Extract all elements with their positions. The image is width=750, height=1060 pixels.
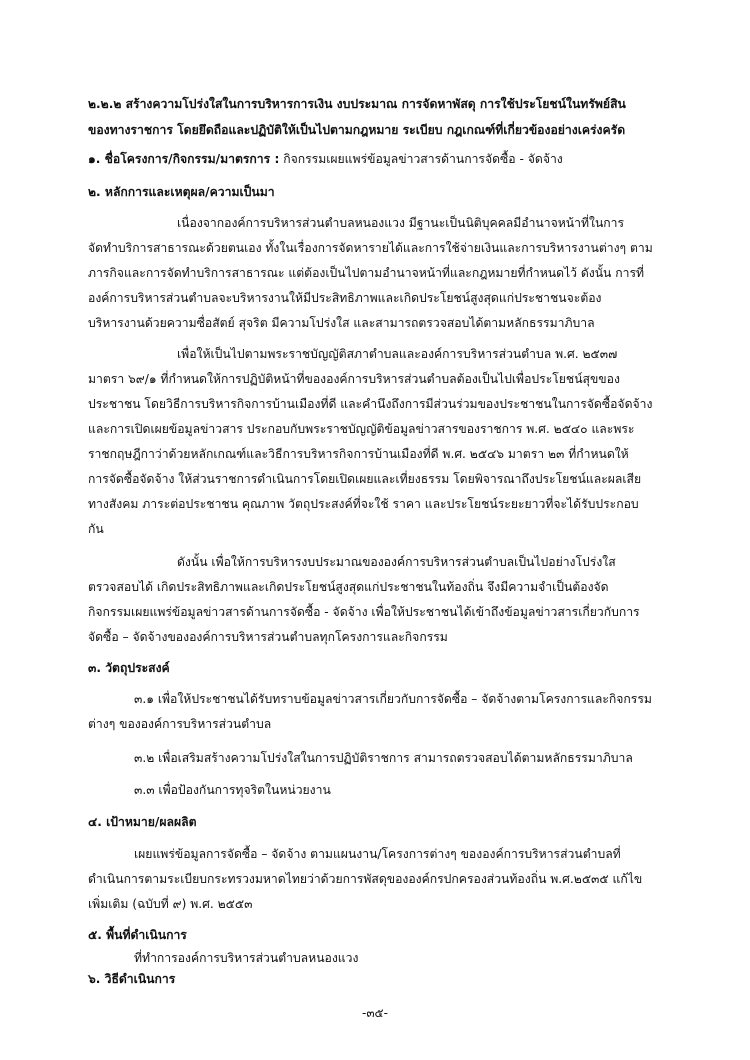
item2-p1-line-4: องค์การบริหารส่วนตำบลจะบริหารงานให้มีประสิทธิภาพและเกิดประโยชน์สูงสุดแก่ประชาชนจะต้อง [88,291,602,305]
item3-obj1-line-1: ๓.๑ เพื่อให้ประชาชนได้รับทราบข้อมูลข่าวสารเกี่ยวกับการจัดซื้อ – จัดจ้างตามโครงการและกิจกรรม [134,692,652,706]
section-heading-line-2: ของทางราชการ โดยยึดถือและปฏิบัติให้เป็นไปตามกฎหมาย ระเบียบ กฎเกณฑ์ที่เกี่ยวข้องอย่างเคร่งครัด [88,123,626,137]
item2-p2-line-1: เพื่อให้เป็นไปตามพระราชบัญญัติสภาตำบลและองค์การบริหารส่วนตำบล พ.ศ. ๒๕๓๗ [177,347,618,361]
item2-p2-line-5: ราชกฤษฎีกาว่าด้วยหลักเกณฑ์และวิธีการบริหารกิจการบ้านเมืองที่ดี พ.ศ. ๒๕๔๖ มาตรา ๒๓ ที่กำหนดให้ [88,447,629,461]
item4-line-1: เผยแพร่ข้อมูลการจัดซื้อ – จัดจ้าง ตามแผนงาน/โครงการต่างๆ ขององค์การบริหารส่วนตำบลที่ [134,847,621,861]
item1-row [88,150,668,168]
item2-p2-line-6: การจัดซื้อจัดจ้าง ให้ส่วนราชการดำเนินการโดยเปิดเผยและเที่ยงธรรม โดยพิจารณาถึงประโยชน์และผลเสีย [88,472,642,486]
item2-p3-line-1: ดังนั้น เพื่อให้การบริหารงบประมาณขององค์การบริหารส่วนตำบลเป็นไปอย่างโปร่งใส [177,555,616,569]
item2-heading: ๒. หลักการและเหตุผล/ความเป็นมา [88,185,275,199]
section-heading-line-1: ๒.๒.๒ สร้างความโปร่งใสในการบริหารการเงิน งบประมาณ การจัดหาพัสดุ การใช้ประโยชน์ในทรัพย์สิน [88,97,626,111]
item3-heading: ๓. วัตถุประสงค์ [88,661,170,675]
item5-heading: ๕. พื้นที่ดำเนินการ [88,928,187,942]
item2-p1-line-3: ภารกิจและการจัดทำบริการสาธารณะ แต่ต้องเป็นไปตามอำนาจหน้าที่และกฎหมายที่กำหนดไว้ ดังนั้น การที่ [88,266,645,280]
item2-p3-line-2: ตรวจสอบได้ เกิดประสิทธิภาพและเกิดประโยชน์สูงสุดแก่ประชาชนในท้องถิ่น จึงมีความจำเป็นต้องจัด [88,580,609,594]
item2-p2-line-3: ประชาชน โดยวิธีการบริหารกิจการบ้านเมืองที่ดี และคำนึงถึงการมีส่วนร่วมของประชาชนในการจัดซื้อจัดจ้าง [88,397,653,411]
item2-p1-line-5: บริหารงานด้วยความซื่อสัตย์ สุจริต มีความโปร่งใส และสามารถตรวจสอบได้ตามหลักธรรมาภิบาล [88,316,595,330]
item2-p3-line-3: กิจกรรมเผยแพร่ข้อมูลข่าวสารด้านการจัดซื้อ - จัดจ้าง เพื่อให้ประชาชนได้เข้าถึงข้อมูลข่าวสารเกี่ยวกับการ [88,605,640,619]
item4-heading: ๔. เป้าหมาย/ผลผลิต [88,815,197,829]
item2-p1-line-2: จัดทำบริการสาธารณะด้วยตนเอง ทั้งในเรื่องการจัดหารายได้และการใช้จ่ายเงินและการบริหารงานต่างๆ ตาม [88,241,653,255]
item3-obj2: ๓.๒ เพื่อเสริมสร้างความโปร่งใสในการปฏิบัติราชการ สามารถตรวจสอบได้ตามหลักธรรมาภิบาล [134,751,633,765]
item2-p2-line-7: ทางสังคม ภาระต่อประชาชน คุณภาพ วัตถุประสงค์ที่จะใช้ ราคา และประโยชน์ระยะยาวที่จะได้รับประกอบ [88,497,639,511]
item6-heading: ๖. วิธีดำเนินการ [88,972,176,986]
item1-value: กิจกรรมเผยแพร่ข้อมูลข่าวสารด้านการจัดซื้อ - จัดจ้าง [283,152,563,166]
item2-p1-line-1: เนื่องจากองค์การบริหารส่วนตำบลหนองแวง มีฐานะเป็นนิติบุคคลมีอำนาจหน้าที่ในการ [177,216,625,230]
item2-p2-line-8: กัน [88,522,104,536]
item3-obj1-line-2: ต่างๆ ขององค์การบริหารส่วนตำบล [88,717,272,731]
page-number: -๓๕- [362,1006,388,1020]
item4-line-2: ดำเนินการตามระเบียบกระทรวงมหาดไทยว่าด้วยการพัสดุขององค์กรปกครองส่วนท้องถิ่น พ.ศ.๒๕๓๕ แก้ไข [88,872,643,886]
item2-p2-line-4: และการเปิดเผยข้อมูลข่าวสาร ประกอบกับพระราชบัญญัติข้อมูลข่าวสารของราชการ พ.ศ. ๒๕๔๐ และพระ [88,422,635,436]
item2-p2-line-2: มาตรา ๖๙/๑ ที่กำหนดให้การปฏิบัติหน้าที่ขององค์การบริหารส่วนตำบลต้องเป็นไปเพื่อประโยชน์สุขของ [88,372,620,386]
item4-line-3: เพิ่มเติม (ฉบับที่ ๙) พ.ศ. ๒๕๕๓ [88,897,253,911]
item5-text: ที่ทำการองค์การบริหารส่วนตำบลหนองแวง [134,951,359,965]
item3-obj3: ๓.๓ เพื่อป้องกันการทุจริตในหน่วยงาน [134,783,331,797]
item1-label: ๑. ชื่อโครงการ/กิจกรรม/มาตรการ : [88,152,280,166]
item2-p3-line-4: จัดซื้อ – จัดจ้างขององค์การบริหารส่วนตำบลทุกโครงการและกิจกรรม [88,630,448,644]
